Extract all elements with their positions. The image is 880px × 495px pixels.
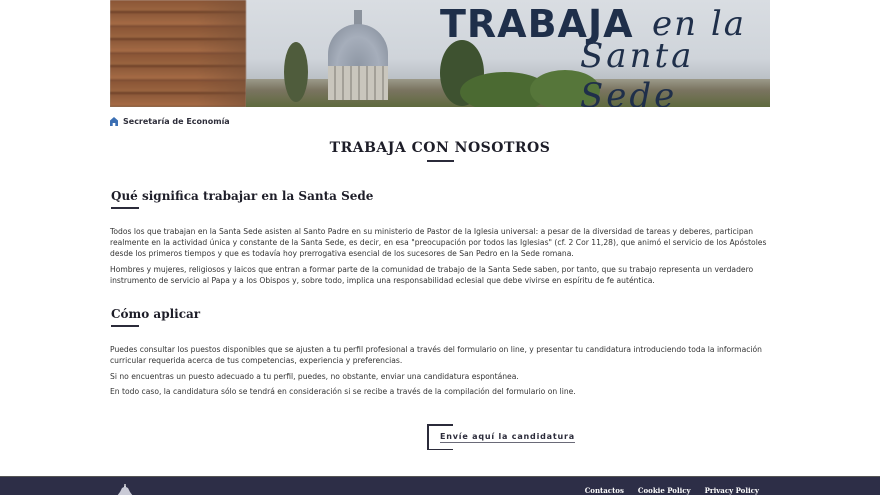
- button-frame: [427, 424, 429, 450]
- paragraph: Hombres y mujeres, religiosos y laicos que entran a formar parte de la comunidad de trabajo de la Santa Sede saben, por tanto, que su trabajo representa un verdadero instrumento de servicio al Papa y a los Obispos y, sobre todo, implica una responsabilidad eclesial que debe vivirse en espíritu de fe auténtica.: [110, 265, 754, 285]
- home-icon[interactable]: [110, 117, 118, 126]
- section-underline: [111, 325, 139, 327]
- paragraph: Si no encuentras un puesto adecuado a tu perfil, puedes, no obstante, enviar una candidatura espontánea.: [110, 372, 519, 381]
- footer: [0, 476, 880, 495]
- paragraph: Todos los que trabajan en la Santa Sede asisten al Santo Padre en su ministerio de Pastor de la Iglesia universal: a pesar de la diversidad de tareas y deberes, participan realmente en la actividad única y constante de la Santa Sede, es decir, en esa "preocupación por todos las Iglesias" (cf. 2 Cor 11,28), que animó el servicio de los Apóstoles desde los primeros tiempos y que es todavía hoy prerrogativa esencial de los sucesores de San Pedro en la Sede romana.: [110, 227, 767, 258]
- section-heading-como-aplicar: Cómo aplicar: [111, 307, 201, 321]
- footer-links: [585, 486, 759, 495]
- breadcrumb-link-secretaria[interactable]: Secretaría de Economía: [123, 117, 230, 126]
- brick-wall-image: [110, 0, 246, 107]
- button-frame: [427, 424, 453, 426]
- breadcrumb: [110, 117, 230, 126]
- section-heading-que-significa: Qué significa trabajar en la Santa Sede: [111, 189, 374, 203]
- paragraph: Puedes consultar los puestos disponibles que se ajusten a tu perfil profesional a través del formulario on line, y presentar tu candidatura introduciendo toda la información curricular requerida acerca de tus competencias, experiencia y preferencias.: [110, 345, 762, 365]
- footer-link-privacy-policy[interactable]: Privacy Policy: [704, 486, 759, 495]
- banner-title-italic-2: Santa Sede: [580, 36, 695, 107]
- tree-image: [284, 42, 308, 102]
- footer-link-contactos[interactable]: Contactos: [584, 486, 624, 495]
- hero-banner: [110, 0, 770, 107]
- paragraph: En todo caso, la candidatura sólo se tendrá en consideración si se recibe a través de la compilación del formulario on line.: [110, 387, 576, 396]
- banner-title-main: TRABAJA: [440, 2, 634, 46]
- submit-candidacy-label[interactable]: Envíe aquí la candidatura: [440, 432, 575, 441]
- banner-title-italic-1: en la: [652, 4, 746, 44]
- submit-candidacy-button[interactable]: [427, 424, 575, 450]
- page-title: TRABAJA CON NOSOTROS: [329, 140, 551, 156]
- footer-link-cookie-policy[interactable]: Cookie Policy: [637, 486, 691, 495]
- section-underline: [111, 207, 139, 209]
- st-peters-dome-image: [328, 10, 388, 90]
- button-frame: [427, 449, 453, 451]
- title-underline: [427, 160, 454, 162]
- holy-see-emblem-icon[interactable]: [114, 484, 136, 495]
